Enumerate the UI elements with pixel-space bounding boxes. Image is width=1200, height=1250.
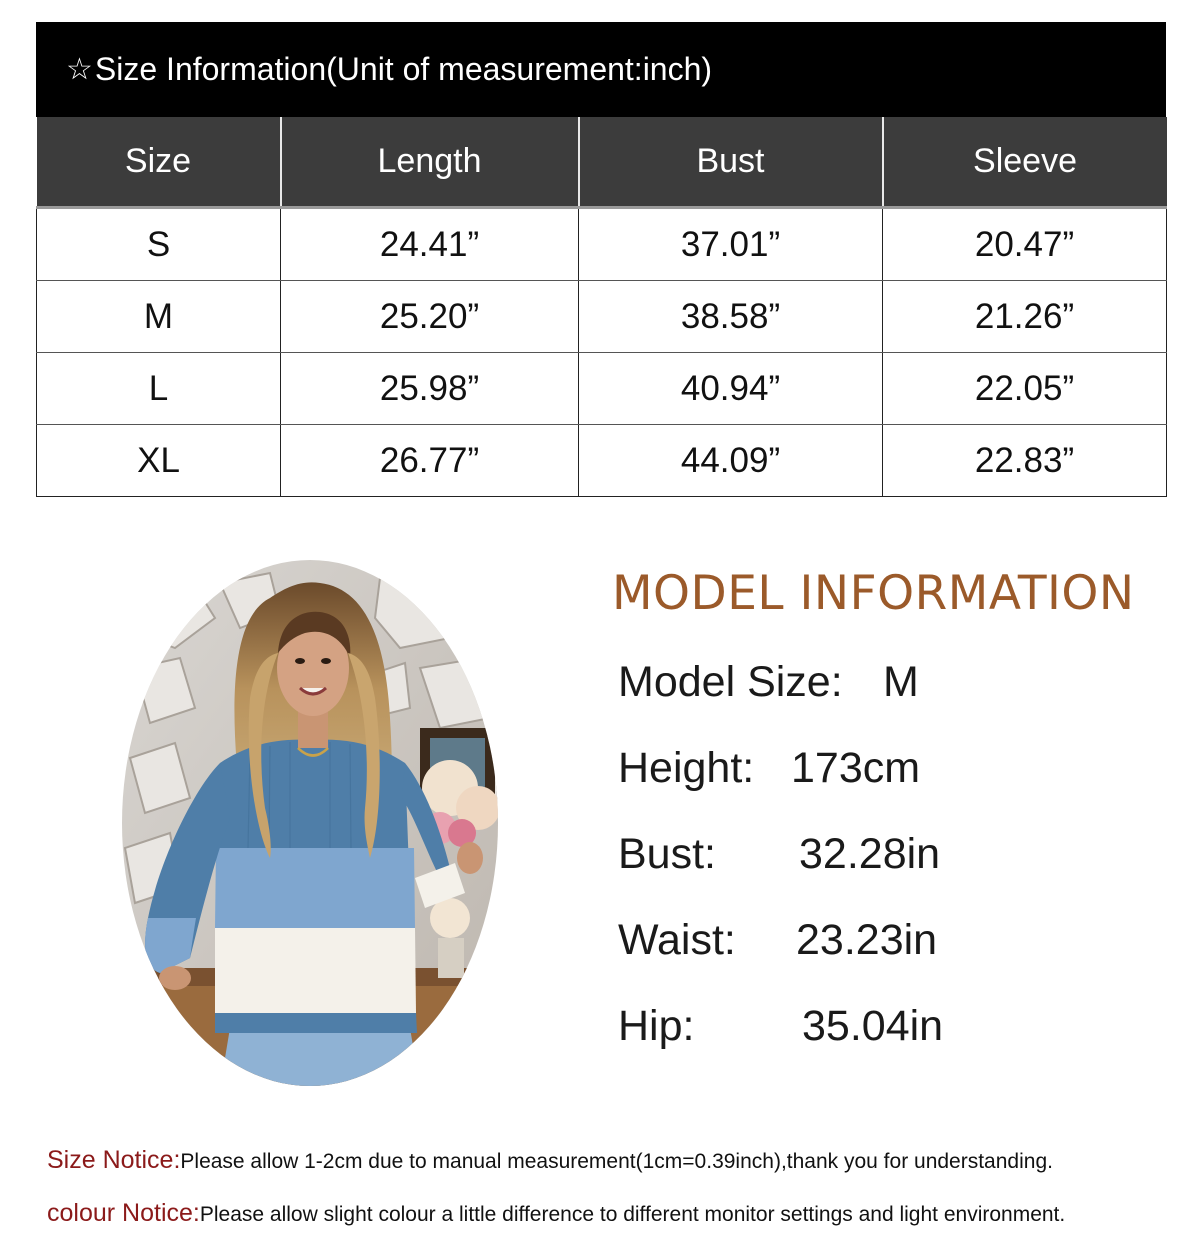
colour-notice-text: Please allow slight colour a little difference to different monitor settings and light environment. <box>199 1203 1066 1226</box>
sleeve-cell: 22.83” <box>883 425 1167 497</box>
model-size-value: M <box>883 658 919 706</box>
size-info-title-bar <box>36 22 1166 117</box>
model-info-heading: MODEL INFORMATION <box>612 566 1135 621</box>
sleeve-cell: 21.26” <box>883 281 1167 353</box>
table-row <box>37 353 1167 425</box>
model-photo <box>120 558 500 1088</box>
table-row <box>37 425 1167 497</box>
size-table-header <box>37 117 1167 208</box>
bust-cell: 44.09” <box>579 425 883 497</box>
column-header-bust: Bust <box>579 117 883 208</box>
size-cell: XL <box>37 425 281 497</box>
size-notice-label: Size Notice: <box>47 1146 181 1174</box>
colour-notice-label: colour Notice: <box>47 1199 200 1227</box>
waist-label: Waist: <box>618 916 736 964</box>
model-size-label: Model Size: <box>618 658 843 706</box>
bust-cell: 40.94” <box>579 353 883 425</box>
column-header-size: Size <box>37 117 281 208</box>
table-row <box>37 281 1167 353</box>
bust-label: Bust: <box>618 830 716 878</box>
length-cell: 26.77” <box>281 425 579 497</box>
size-cell: M <box>37 281 281 353</box>
model-info-row-waist <box>618 916 938 965</box>
height-label: Height: <box>618 744 755 792</box>
sleeve-cell: 20.47” <box>883 208 1167 281</box>
size-notice <box>47 1146 1053 1175</box>
colour-notice <box>47 1199 1065 1228</box>
size-info-title: Size Information(Unit of measurement:inch) <box>94 51 713 87</box>
column-header-sleeve: Sleeve <box>883 117 1167 208</box>
table-row <box>37 208 1167 281</box>
height-value: 173cm <box>791 744 921 792</box>
model-info-row-bust <box>618 830 941 879</box>
bust-cell: 37.01” <box>579 208 883 281</box>
model-information <box>610 566 1170 1050</box>
hip-label: Hip: <box>618 1002 695 1050</box>
model-info-row-height <box>618 744 921 793</box>
model-info-row-size <box>618 658 919 707</box>
model-info-row-hip <box>618 1002 944 1051</box>
column-header-length: Length <box>281 117 579 208</box>
waist-value: 23.23in <box>796 916 938 964</box>
bust-value: 32.28in <box>799 830 941 878</box>
hip-value: 35.04in <box>802 1002 944 1050</box>
size-cell: S <box>37 208 281 281</box>
sleeve-cell: 22.05” <box>883 353 1167 425</box>
size-table <box>36 117 1167 497</box>
size-notice-text: Please allow 1-2cm due to manual measurement(1cm=0.39inch),thank you for understanding. <box>180 1150 1053 1173</box>
length-cell: 24.41” <box>281 208 579 281</box>
length-cell: 25.20” <box>281 281 579 353</box>
length-cell: 25.98” <box>281 353 579 425</box>
size-cell: L <box>37 353 281 425</box>
star-icon: ☆ <box>66 52 93 86</box>
bust-cell: 38.58” <box>579 281 883 353</box>
